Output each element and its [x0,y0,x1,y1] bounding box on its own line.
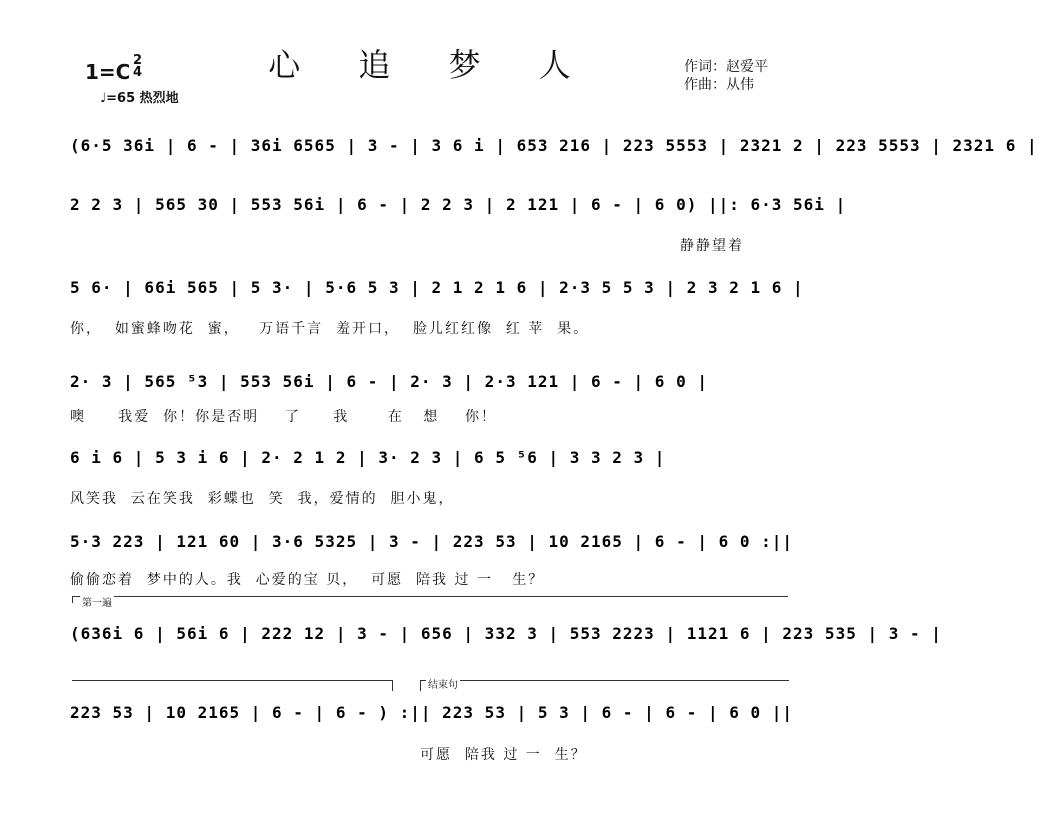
lyric-line-2: 静静望着 [680,238,744,254]
score-line-6: 5·3 223 | 121 60 | 3·6 5325 | 3 - | 223 53 | 10 2165 | 6 - | 6 0 :|| [70,532,794,551]
score-line-2: 2 2 3 | 565 30 | 553 56i | 6 - | 2 2 3 | 2 121 | 6 - | 6 0) ||: 6·3 56i | [70,195,847,214]
meter-bottom: 4 [133,65,143,80]
lyric-line-3: 你， 如蜜蜂吻花 蜜， 万语千言 羞开口， 脸儿红红像 红 苹 果。 [70,321,590,337]
score-line-3: 5 6· | 66i 565 | 5 3· | 5·6 5 3 | 2 1 2 1 6 | 2·3 5 5 3 | 2 3 2 1 6 | [70,278,804,297]
repeat-bracket [72,680,393,691]
first-ending-label: 第一遍 [80,594,114,609]
meter-top: 2 [133,53,143,68]
page-title: 心 追 梦 人 [268,46,595,84]
score-line-5: 6 i 6 | 5 3 i 6 | 2· 2 1 2 | 3· 2 3 | 6 5 ⁵6 | 3 3 2 3 | [70,448,666,467]
score-line-4: 2· 3 | 565 ⁵3 | 553 56i | 6 - | 2· 3 | 2·3 121 | 6 - | 6 0 | [70,372,708,391]
score-line-7: (636i 6 | 56i 6 | 222 12 | 3 - | 656 | 332 3 | 553 2223 | 1121 6 | 223 535 | 3 - | [70,624,942,643]
lyric-line-4: 噢 我爱 你！你是否明 了 我 在 想 你！ [70,409,498,425]
lyric-line-5: 风笑我 云在笑我 彩蝶也 笑 我，爱情的 胆小鬼， [70,491,455,507]
lyricist-credit: 作词：赵爱平 [684,59,768,75]
lyric-line-8: 可愿 陪我 过 一 生？ [420,747,587,763]
time-signature [133,55,142,79]
key-signature: 1=C [85,60,131,84]
score-line-1: (6·5 36i | 6 - | 36i 6565 | 3 - | 3 6 i | 653 216 | 223 5553 | 2321 2 | 223 5553 | 2321 6 | [70,136,1038,155]
first-ending-bracket [72,596,788,603]
final-phrase-label: 结束句 [426,676,460,691]
lyric-line-6: 偷偷恋着 梦中的人。我 心爱的宝 贝， 可愿 陪我 过 一 生？ [70,572,545,588]
final-phrase-bracket [420,680,789,691]
score-line-8: 223 53 | 10 2165 | 6 - | 6 - ) :|| 223 53 | 5 3 | 6 - | 6 - | 6 0 || [70,703,794,722]
composer-credit: 作曲：从伟 [684,77,754,93]
tempo-marking: ♩=65 热烈地 [100,91,179,106]
